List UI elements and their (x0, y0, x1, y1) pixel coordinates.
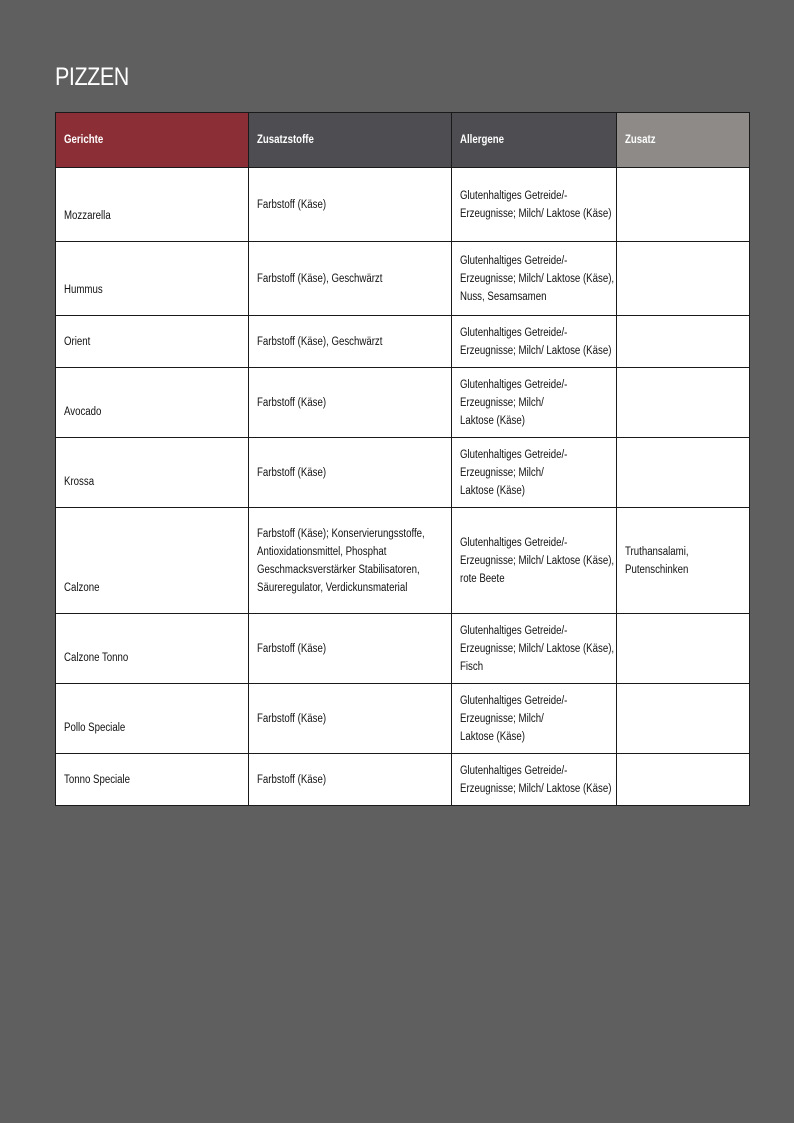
dish-name: Calzone (64, 582, 100, 594)
table-row (56, 684, 750, 754)
dish-name: Avocado (64, 406, 102, 418)
page-title: PIZZEN (55, 63, 129, 91)
cell-line: Laktose (Käse) (460, 730, 525, 743)
cell-line: Glutenhaltiges Getreide/- (460, 378, 568, 391)
cell-line: Farbstoff (Käse) (257, 396, 327, 409)
additives-cell (249, 168, 452, 242)
dish-cell (56, 754, 249, 806)
cell-line: Glutenhaltiges Getreide/- (460, 254, 568, 267)
extra-cell (617, 168, 750, 242)
allergens-cell (452, 368, 617, 438)
cell-line: Erzeugnisse; Milch/ (460, 466, 544, 479)
table-row (56, 316, 750, 368)
dish-name: Tonno Speciale (64, 774, 131, 786)
table-row (56, 508, 750, 614)
dish-name: Krossa (64, 476, 95, 488)
cell-line: Glutenhaltiges Getreide/- (460, 326, 568, 339)
cell-line: Glutenhaltiges Getreide/- (460, 189, 568, 202)
cell-line: Farbstoff (Käse) (257, 712, 327, 725)
cell-line: Geschmacksverstärker Stabilisatoren, (257, 563, 420, 576)
cell-line: Farbstoff (Käse); Konservierungsstoffe, (257, 527, 425, 540)
dish-cell (56, 684, 249, 754)
header-zusatz: Zusatz (617, 113, 750, 168)
additives-cell (249, 614, 452, 684)
cell-line: Erzeugnisse; Milch/ (460, 396, 544, 409)
cell-line: Farbstoff (Käse) (257, 198, 327, 211)
cell-line: Erzeugnisse; Milch/ Laktose (Käse) (460, 782, 612, 795)
extra-cell (617, 316, 750, 368)
additives-cell (249, 438, 452, 508)
allergens-cell (452, 242, 617, 316)
dish-cell (56, 614, 249, 684)
extra-cell (617, 242, 750, 316)
dish-cell (56, 438, 249, 508)
dish-name: Pollo Speciale (64, 722, 126, 734)
additives-cell (249, 316, 452, 368)
header-gerichte: Gerichte (56, 113, 249, 168)
cell-line: rote Beete (460, 572, 505, 585)
dish-name: Orient (64, 336, 91, 348)
table-row (56, 438, 750, 508)
dish-cell (56, 242, 249, 316)
table-row (56, 368, 750, 438)
table-header-row (56, 113, 750, 168)
cell-line: Nuss, Sesamsamen (460, 290, 547, 303)
allergens-cell (452, 508, 617, 614)
extra-cell (617, 438, 750, 508)
additives-cell (249, 242, 452, 316)
header-allergene: Allergene (452, 113, 617, 168)
cell-line: Erzeugnisse; Milch/ Laktose (Käse), (460, 554, 615, 567)
dish-cell (56, 168, 249, 242)
extra-cell (617, 684, 750, 754)
cell-line: Erzeugnisse; Milch/ Laktose (Käse) (460, 207, 612, 220)
cell-line: Erzeugnisse; Milch/ Laktose (Käse), (460, 272, 615, 285)
cell-line: Putenschinken (625, 563, 689, 576)
dish-name: Hummus (64, 284, 103, 296)
allergen-table (55, 112, 750, 806)
header-zusatzstoffe: Zusatzstoffe (249, 113, 452, 168)
cell-line: Glutenhaltiges Getreide/- (460, 624, 568, 637)
dish-cell (56, 508, 249, 614)
table-row (56, 168, 750, 242)
table-row (56, 242, 750, 316)
extra-cell (617, 754, 750, 806)
additives-cell (249, 684, 452, 754)
cell-line: Farbstoff (Käse) (257, 773, 327, 786)
extra-cell (617, 368, 750, 438)
dish-name: Calzone Tonno (64, 652, 129, 664)
extra-cell (617, 508, 750, 614)
cell-line: Glutenhaltiges Getreide/- (460, 536, 568, 549)
allergens-cell (452, 168, 617, 242)
allergens-cell (452, 316, 617, 368)
dish-name: Mozzarella (64, 210, 111, 222)
table-row (56, 754, 750, 806)
cell-line: Säureregulator, Verdickunsmaterial (257, 581, 408, 594)
cell-line: Glutenhaltiges Getreide/- (460, 448, 568, 461)
dish-cell (56, 316, 249, 368)
cell-line: Glutenhaltiges Getreide/- (460, 694, 568, 707)
cell-line: Farbstoff (Käse), Geschwärzt (257, 335, 383, 348)
additives-cell (249, 508, 452, 614)
dish-cell (56, 368, 249, 438)
cell-line: Antioxidationsmittel, Phosphat (257, 545, 387, 558)
cell-line: Laktose (Käse) (460, 484, 525, 497)
cell-line: Farbstoff (Käse), Geschwärzt (257, 272, 383, 285)
cell-line: Erzeugnisse; Milch/ Laktose (Käse) (460, 344, 612, 357)
cell-line: Erzeugnisse; Milch/ (460, 712, 544, 725)
cell-line: Laktose (Käse) (460, 414, 525, 427)
extra-cell (617, 614, 750, 684)
cell-line: Fisch (460, 660, 484, 673)
cell-line: Truthansalami, (625, 545, 689, 558)
cell-line: Farbstoff (Käse) (257, 466, 327, 479)
table-body (56, 168, 750, 806)
cell-line: Glutenhaltiges Getreide/- (460, 764, 568, 777)
cell-line: Farbstoff (Käse) (257, 642, 327, 655)
allergens-cell (452, 754, 617, 806)
allergens-cell (452, 684, 617, 754)
allergens-cell (452, 614, 617, 684)
table-row (56, 614, 750, 684)
additives-cell (249, 754, 452, 806)
allergens-cell (452, 438, 617, 508)
additives-cell (249, 368, 452, 438)
cell-line: Erzeugnisse; Milch/ Laktose (Käse), (460, 642, 615, 655)
